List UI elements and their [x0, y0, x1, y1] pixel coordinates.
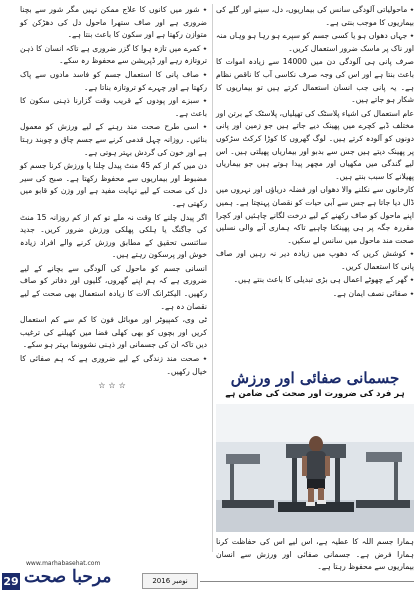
paragraph: ٭ جہاں دھواں ہو یا کسی جسم کو سپرے ہو رہا ہو وہاں منہ اور ناک پر ماسک ضرور استعمال کریں۔ [216, 31, 414, 53]
left-column [20, 4, 207, 393]
column-divider [212, 4, 213, 552]
paragraph: انسانی جسم کو ماحول کی آلودگی سے بچانے کے لیے ضروری ہے کہ ہم اپنے گھروں، گلیوں اور دفاتر کو صاف رکھیں۔ الیکٹرانک آلات کا زیادہ استعمال بھی صحت کے لیے نقصان دہ ہے۔ [20, 263, 207, 311]
paragraph: ٭ اسی طرح صحت مند رہنے کے لیے ورزش کو معمول بنائیں۔ روزانہ چہل قدمی کرنے سے جسم چاق و چوبند رہتا ہے اور خون کی گردش بہتر ہوتی ہے۔ [20, 122, 207, 157]
stars-divider: ☆☆☆ [98, 381, 129, 391]
right-column [216, 4, 414, 302]
paragraph: ٭ شور میں کانوں کا علاج ممکن نہیں مگر شور سے بچنا ضروری ہے اور صاف ستھرا ماحول دل کی دھڑکن کو متوازن رکھتا ہے اور سکون کا باعث بنتا ہے۔ [20, 5, 207, 40]
paragraph: ٭ صفائی نصف ایمان ہے۔ [332, 289, 414, 299]
treadmill-photo [216, 404, 414, 532]
paragraph: اگر پیدل چلنے کا وقت نہ ملے تو کم از کم روزانہ 15 منٹ کی جاگنگ یا ہلکی پھلکی ورزش ضرور کریں۔ جدید سائنسی تحقیق کے مطابق ورزش کرنے والے افراد زیادہ خوش اور پرسکون رہتے ہیں۔ [20, 212, 208, 260]
treadmill-photo-illustration [216, 404, 414, 532]
section-heading [216, 368, 414, 401]
page-number: 29 [3, 575, 19, 588]
website-url: www.marhabasehat.com [26, 560, 101, 567]
paragraph: ٭ صحت مند زندگی کے لیے ضروری ہے کہ ہم صفائی کا خیال رکھیں۔ [20, 354, 207, 376]
paragraph: ٭ ماحولیاتی آلودگی سانس کی بیماریوں، دل، سینے اور گلے کی بیماریوں کا موجب بنتی ہے۔ [216, 5, 414, 27]
section-subtitle: ہر فرد کی ضرورت اور صحت کی ضامن ہے [225, 389, 405, 399]
issue-date: نومبر 2016 [142, 573, 198, 589]
paragraph: ہمارا جسم اللہ کا عطیہ ہے، اس لیے اس کی حفاظت کرنا ہمارا فرض ہے۔ جسمانی صفائی اور ورزش سے انسان بیماریوں سے محفوظ رہتا ہے۔ [216, 537, 414, 572]
paragraph: ٭ کمرے میں تازہ ہوا کا گزر ضروری ہے تاکہ انسان کا ذہن تروتازہ رہے اور ڈپریشن سے محفوظ رہ سکے۔ [20, 43, 207, 66]
paragraph: صرف پانی ہی آلودگی دن میں 14000 سے زیادہ اموات کا باعث بنتا ہے اور اس کی وجہ صرف نکاسی آب کا ناقص نظام ہے۔ یہ پانی جب انسان استعمال کرتے ہیں تو بیماریوں کا شکار ہو جاتے ہیں۔ [216, 57, 414, 105]
section-title: جسمانی صفائی اور ورزش [230, 369, 400, 387]
paragraph: ٭ کوشش کریں کہ دھوپ میں زیادہ دیر نہ رہیں اور صاف پانی کا استعمال کریں۔ [216, 249, 414, 271]
paragraph: ٭ سبزے اور پودوں کے قریب وقت گزارنا ذہنی سکون کا باعث ہے۔ [20, 96, 207, 118]
paragraph: ٭ گھر کے چھوٹے اعمال ہی بڑی تبدیلی کا باعث بنتے ہیں۔ [233, 275, 414, 285]
footer-rule [200, 581, 414, 582]
magazine-logo: مرحبا صحت [24, 567, 112, 587]
page-footer [0, 553, 419, 594]
paragraph: ٹی وی، کمپیوٹر اور موبائل فون کا کم سے کم استعمال کریں اور بچوں کو بھی کھلی فضا میں کھیلنے کی ترغیب دیں تاکہ ان کی جسمانی اور ذہنی نشوونما بہتر ہو سکے۔ [20, 315, 207, 350]
paragraph: دن میں کم از کم 45 منٹ پیدل چلنا یا ورزش کرنا جسم کو مضبوط اور بیماریوں سے محفوظ رکھتا ہے۔ صبح کی سیر دل کی صحت کے لیے نہایت مفید ہے اور وزن کو قابو میں رکھتی ہے۔ [20, 161, 207, 208]
paragraph: کارخانوں سے نکلنے والا دھواں اور فضلہ دریاؤں اور نہروں میں ڈال دیا جاتا ہے جس سے آبی حیات کو نقصان پہنچتا ہے۔ ہمیں اپنے ماحول کو صاف رکھنے کے لیے درخت لگانے چاہئیں اور کچرا مقررہ جگہ پر ہی پھینکنا چاہیے تاکہ ہماری آنے والی نسلیں صحت مند ماحول میں سانس لے سکیں۔ [216, 185, 414, 245]
paragraph: عام استعمال کی اشیاء پلاسٹک کی تھیلیاں، پلاسٹک کے برتن اور مختلف ڈبے کچرے میں پھینک دیے جاتے ہیں جو زمین اور پانی دونوں کو آلودہ کرتے ہیں۔ لوگ گھروں کا کوڑا کرکٹ سڑکوں پر پھینک دیتے ہیں جس سے بدبو اور بیماریاں پھیلتی ہیں۔ اس لیے گندگی میں مکھیاں اور مچھر پیدا ہوتے ہیں جو بیماریاں پھیلانے کا سبب بنتے ہیں۔ [216, 108, 414, 181]
paragraph: ٭ صاف پانی کا استعمال جسم کو فاسد مادوں سے پاک رکھتا ہے اور چہرے کو تروتازہ بناتا ہے۔ [20, 69, 207, 92]
